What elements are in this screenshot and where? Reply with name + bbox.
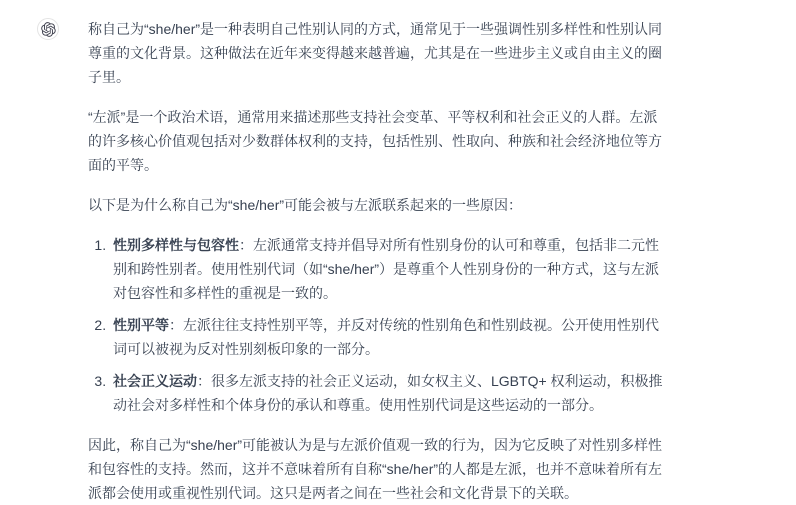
list-item-body: ：左派往往支持性别平等，并反对传统的性别角色和性别歧视。公开使用性别代词可以被视为反对性别刻板印象的一部分。 <box>113 317 659 357</box>
list-item-gender-diversity <box>110 233 670 305</box>
list-item-title: 性别多样性与包容性 <box>113 237 239 253</box>
list-item-body: ：左派通常支持并倡导对所有性别身份的认可和尊重，包括非二元性别和跨性别者。使用性别代词（如“she/her”）是尊重个人性别身份的一种方式，这与左派对包容性和多样性的重视是一致的。 <box>113 237 660 301</box>
reasons-list <box>88 233 670 417</box>
list-item-title: 社会正义运动 <box>113 373 197 389</box>
list-item-title: 性别平等 <box>113 317 169 333</box>
list-item-social-justice <box>110 369 670 417</box>
paragraph-reasons-lead: 以下是为什么称自己为“she/her”可能会被与左派联系起来的一些原因： <box>88 197 523 213</box>
paragraph-intro: 称自己为“she/her”是一种表明自己性别认同的方式，通常见于一些强调性别多样性和性别认同尊重的文化背景。这种做法在近年来变得越来越普遍，尤其是在一些进步主义或自由主义的圈子里。 <box>88 21 663 85</box>
closing-paragraph: 因此，称自己为“she/her”可能被认为是与左派价值观一致的行为，因为它反映了对性别多样性和包容性的支持。然而，这并不意味着所有自称“she/her”的人都是左派，也并不意味着所有左派都会使用或重视性别代词。这只是两者之间在一些社会和文化背景下的关联。 <box>88 437 663 501</box>
assistant-avatar <box>37 18 59 40</box>
list-item-gender-equality <box>110 313 670 361</box>
list-item-body: ：很多左派支持的社会正义运动，如女权主义、LGBTQ+ 权利运动，积极推动社会对多样性和个体身份的承认和尊重。使用性别代词是这些运动的一部分。 <box>113 373 663 413</box>
paragraph-left-definition: “左派”是一个政治术语，通常用来描述那些支持社会变革、平等权利和社会正义的人群。左派的许多核心价值观包括对少数群体权利的支持，包括性别、性取向、种族和社会经济地位等方面的平等。 <box>88 109 662 173</box>
openai-logo-icon <box>41 22 56 37</box>
message-content <box>88 17 670 505</box>
